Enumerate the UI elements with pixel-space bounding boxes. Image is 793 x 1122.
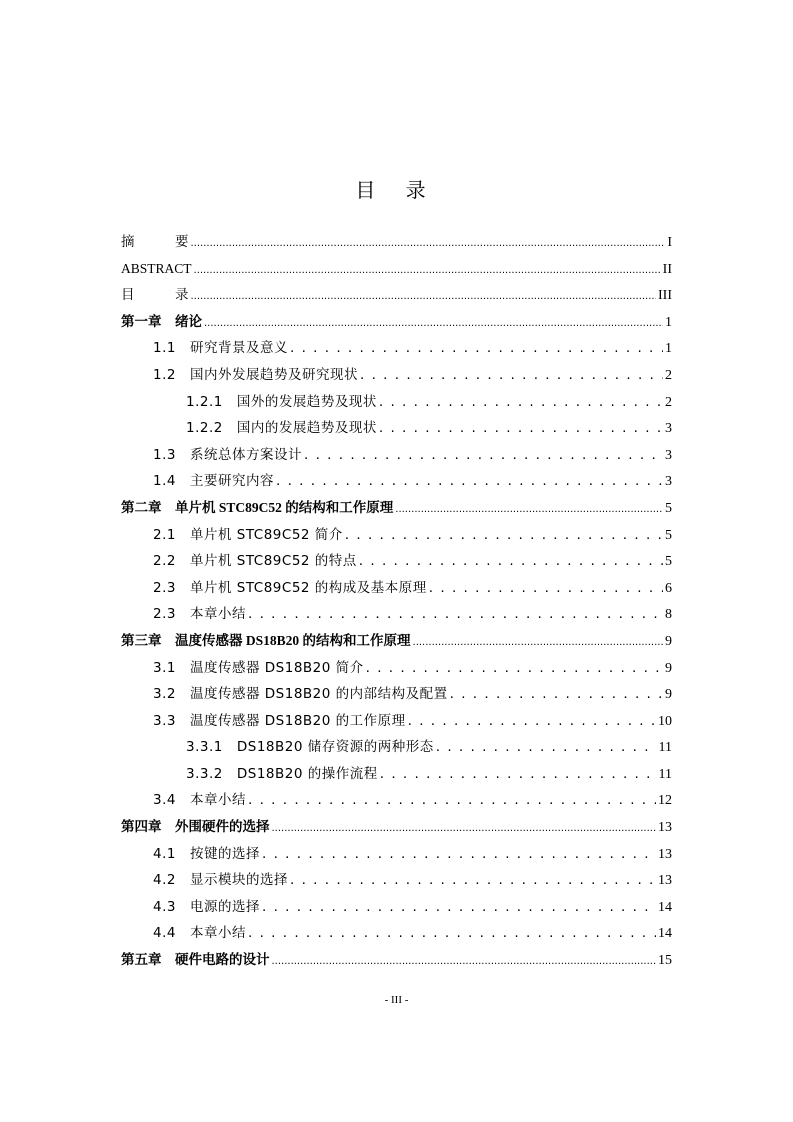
toc-entry-page: 15 <box>658 953 672 969</box>
toc-entry-title: 1.3 系统总体方案设计 <box>153 446 302 463</box>
toc-entry-page: 13 <box>658 820 672 836</box>
dot-leader <box>450 681 663 708</box>
toc-entry-page: 3 <box>665 474 672 490</box>
toc-entry-title: 2.1 单片机 STC89C52 简介 <box>153 526 343 543</box>
toc-entry-title: 摘 要 <box>121 234 189 249</box>
dot-leader <box>379 415 663 442</box>
dot-leader <box>290 867 656 894</box>
toc-entry[interactable] <box>121 229 672 256</box>
toc-entry[interactable] <box>121 389 672 416</box>
toc-entry-title: 3.3.1 DS18B20 储存资源的两种形态 <box>186 739 434 756</box>
dot-leader <box>248 920 656 947</box>
toc-entry[interactable] <box>121 787 672 814</box>
dot-leader <box>429 575 663 602</box>
toc-entry-title: 1.1 研究背景及意义 <box>153 340 288 357</box>
toc-entry-title: 第四章 外围硬件的选择 <box>121 819 270 835</box>
toc-entry-page: 11 <box>658 766 672 782</box>
toc-entry[interactable] <box>121 894 672 921</box>
toc-entry-title: ABSTRACT <box>121 260 192 276</box>
dot-leader <box>345 522 663 549</box>
toc-entry-title: 1.2 国内外发展趋势及研究现状 <box>153 366 358 383</box>
toc-entry-page: 1 <box>665 314 672 330</box>
dot-leader <box>379 389 663 416</box>
toc-entry[interactable] <box>121 601 672 628</box>
dot-leader <box>191 229 666 258</box>
dot-leader <box>360 362 663 389</box>
dot-leader <box>380 761 657 788</box>
toc-entry[interactable] <box>121 575 672 602</box>
dot-leader <box>366 655 663 682</box>
toc-entry-title: 3.1 温度传感器 DS18B20 简介 <box>153 659 364 676</box>
toc-entry[interactable] <box>121 734 672 761</box>
toc-entry-page: 12 <box>658 793 672 809</box>
dot-leader <box>272 947 657 976</box>
toc-entry-title: 4.4 本章小结 <box>153 925 246 942</box>
toc-entry-title: 2.3 本章小结 <box>153 606 246 623</box>
toc-entry-page: 10 <box>658 713 672 729</box>
dot-leader <box>248 601 663 628</box>
toc-entry[interactable] <box>121 867 672 894</box>
dot-leader <box>262 841 656 868</box>
toc-entry[interactable] <box>121 628 672 655</box>
toc-entry[interactable] <box>121 256 672 283</box>
page-number-footer: - III - <box>384 994 409 1006</box>
toc-entry[interactable] <box>121 495 672 522</box>
toc-entry-title: 3.2 温度传感器 DS18B20 的内部结构及配置 <box>153 686 448 703</box>
toc-entry[interactable] <box>121 708 672 735</box>
page-title: 目 录 <box>355 178 438 202</box>
dot-leader <box>395 495 663 524</box>
toc-entry[interactable] <box>121 681 672 708</box>
toc-entry[interactable] <box>121 309 672 336</box>
toc-entry-title: 2.3 单片机 STC89C52 的构成及基本原理 <box>153 579 427 596</box>
toc-entry[interactable] <box>121 655 672 682</box>
toc-entry-page: 3 <box>665 447 672 463</box>
toc-entry[interactable] <box>121 335 672 362</box>
toc-entry-page: III <box>658 288 672 304</box>
toc-entry[interactable] <box>121 761 672 788</box>
toc-entry[interactable] <box>121 814 672 841</box>
toc-entry-title: 1.2.2 国内的发展趋势及现状 <box>186 420 377 437</box>
toc-entry-page: 2 <box>665 367 672 383</box>
toc-entry-page: 11 <box>658 740 672 756</box>
toc-entry[interactable] <box>121 841 672 868</box>
toc-entry-title: 第五章 硬件电路的设计 <box>121 952 270 968</box>
toc-entry-page: 5 <box>665 500 672 516</box>
toc-entry[interactable] <box>121 920 672 947</box>
toc-entry-page: 1 <box>665 341 672 357</box>
dot-leader <box>304 442 663 469</box>
toc-entry-title: 第一章 绪论 <box>121 313 202 329</box>
toc-entry-page: 2 <box>665 394 672 410</box>
toc-entry-page: 14 <box>658 899 672 915</box>
toc-entry-title: 3.3 温度传感器 DS18B20 的工作原理 <box>153 712 406 729</box>
toc-entry-title: 第三章 温度传感器 DS18B20 的结构和工作原理 <box>121 632 411 648</box>
dot-leader <box>413 628 663 657</box>
toc-entry-page: 5 <box>665 554 672 570</box>
toc-entry-title: 4.1 按键的选择 <box>153 845 260 862</box>
dot-leader <box>204 309 663 338</box>
toc-entry[interactable] <box>121 947 672 974</box>
toc-entry-title: 4.3 电源的选择 <box>153 898 260 915</box>
toc-entry[interactable] <box>121 362 672 389</box>
dot-leader <box>290 335 663 362</box>
toc-entry-page: 9 <box>665 687 672 703</box>
toc-entry-title: 第二章 单片机 STC89C52 的结构和工作原理 <box>121 499 394 515</box>
toc-entry-title: 2.2 单片机 STC89C52 的特点 <box>153 553 357 570</box>
toc-entry-page: 13 <box>658 873 672 889</box>
toc-entry-page: 9 <box>665 633 672 649</box>
toc-entry[interactable] <box>121 522 672 549</box>
toc-entry-page: 6 <box>665 580 672 596</box>
dot-leader <box>194 256 661 285</box>
dot-leader <box>408 708 656 735</box>
table-of-contents <box>121 229 672 974</box>
toc-entry-page: I <box>667 235 672 250</box>
dot-leader <box>436 734 657 761</box>
toc-entry-page: 3 <box>665 421 672 437</box>
toc-entry-page: 8 <box>665 607 672 623</box>
toc-entry-title: 目 录 <box>121 287 189 303</box>
dot-leader <box>262 894 656 921</box>
dot-leader <box>191 282 657 311</box>
toc-entry-page: 5 <box>665 527 672 543</box>
toc-entry-title: 1.2.1 国外的发展趋势及现状 <box>186 393 377 410</box>
dot-leader <box>272 814 657 843</box>
toc-entry[interactable] <box>121 468 672 495</box>
toc-entry-page: 13 <box>658 846 672 862</box>
dot-leader <box>276 468 663 495</box>
dot-leader <box>248 787 656 814</box>
toc-entry-title: 1.4 主要研究内容 <box>153 473 274 490</box>
toc-entry[interactable] <box>121 442 672 469</box>
toc-entry-title: 3.3.2 DS18B20 的操作流程 <box>186 765 378 782</box>
toc-entry[interactable] <box>121 415 672 442</box>
toc-entry-title: 4.2 显示模块的选择 <box>153 872 288 889</box>
toc-entry-page: 9 <box>665 660 672 676</box>
dot-leader <box>359 548 663 575</box>
toc-entry-page: 14 <box>658 926 672 942</box>
toc-entry-page: II <box>662 261 672 277</box>
toc-entry[interactable] <box>121 548 672 575</box>
toc-entry-title: 3.4 本章小结 <box>153 792 246 809</box>
toc-entry[interactable] <box>121 282 672 309</box>
